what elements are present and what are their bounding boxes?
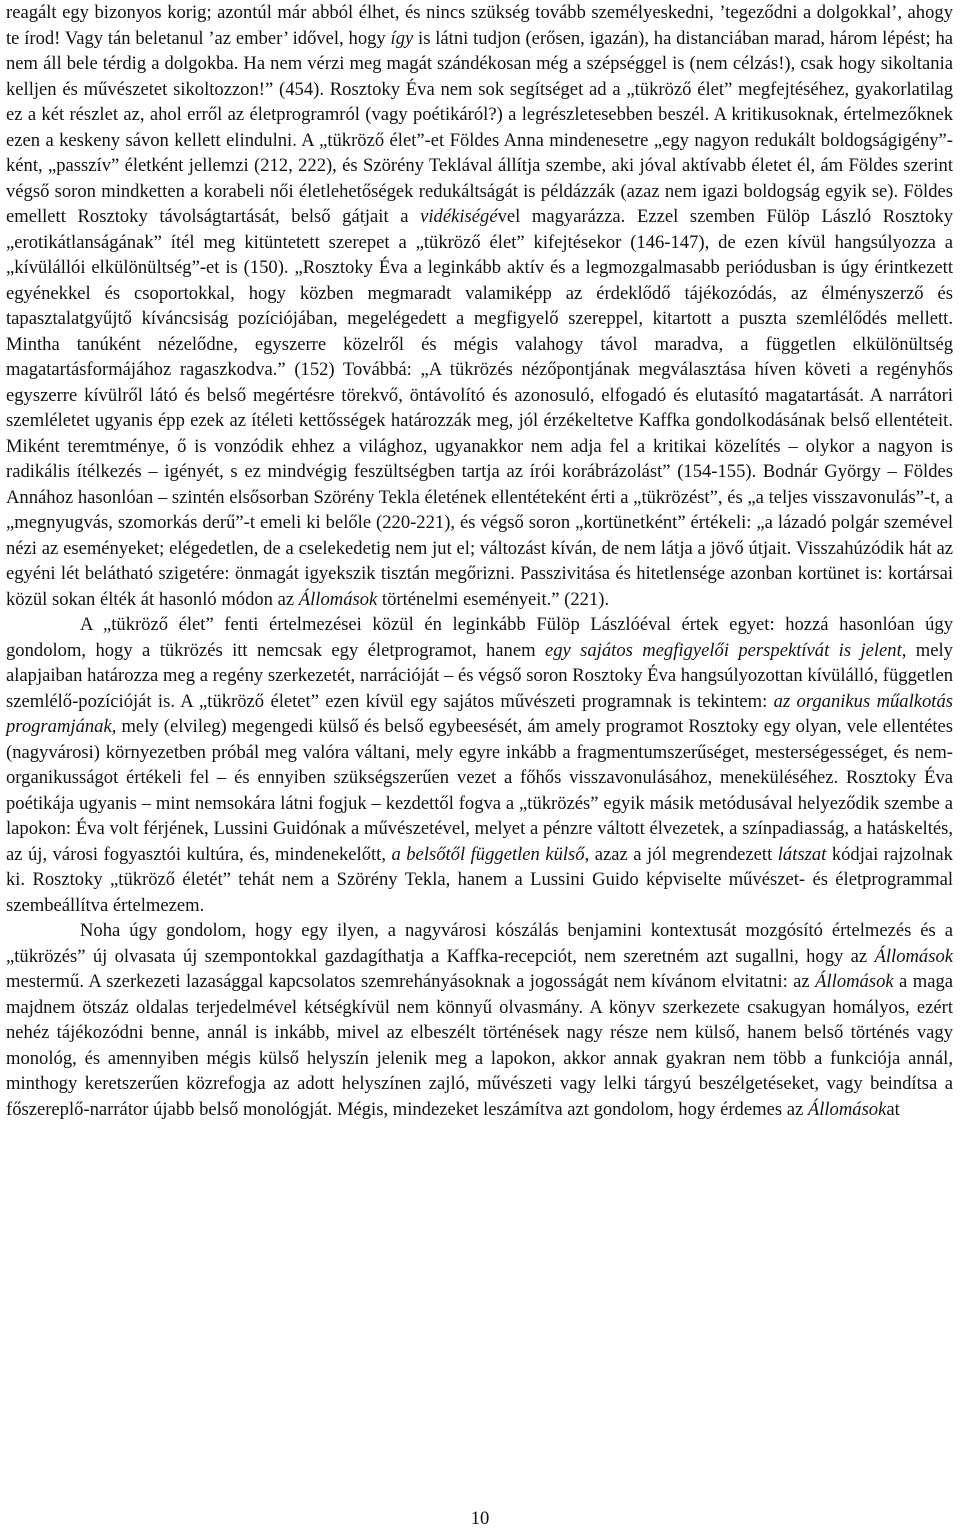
text-run: történelmi eseményeit.” (221).: [377, 588, 610, 610]
document-page: [6, 0, 953, 1122]
italic-text: a belsőtől független külső: [391, 843, 585, 865]
italic-text: látszat: [777, 843, 827, 865]
italic-text: Állomások: [815, 971, 894, 992]
text-run: a maga majdnem ötszáz oldalas terjedelmével kétségkívül nem könnyű olvasmány. A könyv szerkezete csakugyan homályos, ezért nehéz tájékozódni benne, annál is inkább, mivel az elbeszélt történések nagy része nem külső, hanem belső történés vagy monológ, és amennyiben mégis külső helyszín jelenik meg a lapokon, akkor annak gyakran nem több a funkciója annál, minthogy keretszerűen közrefogja az adott helyszínen zajló, művészeti vagy lelki tárgyú beszélgetéseket, vagy beindítsa a főszereplő-narrátor újabb belső monológját. Mégis, mindezeket leszámítva azt gondolom, hogy érdemes az: [6, 971, 953, 1120]
text-run: mestermű. A szerkezeti lazasággal kapcsolatos szemrehányásoknak a jogosságát nem kívánom elvitatni: az: [6, 971, 816, 992]
italic-text: az organikus műalkotás programjának: [6, 690, 954, 737]
text-run: is látni tudjon (erősen, igazán), ha distanciában marad, három lépést; ha nem áll bele térdig a dolgokba. Ha nem vérzi meg magát szándékosan még a szépséggel is (nem célzás!), csak hogy sikoltania kelljen és művészetet sikoltozzon!” (454). Rosztoky Éva nem sok segítséget ad a „tükröző élet” megfejtéséhez, gyakorlatilag ez a két részlet az, ahol erről az életprogramról (vagy poétikáról?) a legrészletesebben beszél. A kritikusoknak, értelmezőknek ezen a keskeny sávon kellett elindulni. A „tükröző élet”-et Földes Anna mindenesetre „egy nagyon redukált boldogságigény”-ként, „passzív” életként jellemzi (212, 222), és Szörény Teklával állítja szembe, aki jóval aktívabb életet él, ám Földes szerint végső soron mindketten a korabeli női életlehetőségek redukáltságát is példázzák (azaz nem igazi boldogság egyik se). Földes emellett Rosztoky távolságtartását, belső gátjait a: [6, 27, 953, 227]
paragraph: [6, 0, 953, 612]
italic-text: Állomások: [298, 588, 378, 610]
text-run: , mely (elvileg) megengedi külső és belső egybeesését, ám amely programot Rosztoky egy olyan, vele ellentétes (nagyvárosi) környezetben próbál meg valóra váltani, mely egyre inkább a fragmentumszerűséget, mesterségességet, és nem-organikusságot értékeli fel – és ennyiben szükségszerűen vezet a főhős visszavonulásához, meneküléséhez. Rosztoky Éva poétikája ugyanis – mint nemsokára látni fogjuk – kezdettől fogva a „tükrözés” egyik másik metódusával helyeződik szembe a lapokon: Éva volt férjének, Lussini Guidónak a művészetével, melyet a pénzre váltott élvezetek, a színpadiasság, a hatáskeltés, az új, városi fogyasztói kultúra, és, mindenekelőtt,: [6, 716, 953, 865]
text-run: kódjai rajzolnak ki. Rosztoky „tükröző életét” tehát nem a Szörény Tekla, hanem a Lussini Guido képviselte művészet- és életprogrammal szembeállítva értelmezem.: [6, 843, 953, 916]
italic-text: vidékiségé: [420, 206, 498, 227]
text-run: A „tükröző élet” fenti értelmezései közül én leginkább Fülöp Lászlóéval értek egyet: hozzá hasonlóan úgy gondolom, hogy a tükrözés itt nemcsak egy életprogramot, hanem: [6, 614, 953, 661]
paragraph: [6, 918, 953, 1122]
text-run: , mely alapjaiban határozza meg a regény szerkezetét, narrációját – és végső soron Rosztoky Éva hangsúlyozottan kívülálló, független szemlélő-pozícióját is. A „tükröző életet” ezen kívül egy sajátos művészeti programnak is tekintem:: [6, 639, 953, 712]
italic-text: így: [390, 27, 414, 49]
text-run: vel magyarázza. Ezzel szemben Fülöp László Rosztoky „erotikátlanságának” ítél meg kitüntetett szerepet a „tükröző élet” kifejtésekor (146-147), de ezen kívül hangsúlyozza a „kívülállói elkülönültség”-et is (150). „Rosztoky Éva a leginkább aktív és a legmozgalmasabb periódusban is úgy érintkezett egyénekkel és csoportokkal, hogy közben megmaradt valamiképp az érdeklődő tájékozódás, az élményszerző és tapasztalatgyűjtő kíváncsiság pozíciójában, megelégedett a megfigyelő szereppel, kitartott a puszta szemlélődés mellett. Mintha tanúként nézelődne, egyszerre közelről és mégis valahogy távol maradva, a független elkülönültség magatartásformájához ragaszkodva.” (152) Továbbá: „A tükrözés nézőpontjának megválasztása híven követi a regényhős egyszerre kívülről látó és belső megértésre törekvő, öntávolító és azonosuló, elfogadó és elutasító magatartását. A narrátori szemléletet ugyanis épp ezek az ítéleti kettősségek határozzák meg, jól érzékeltetve Kaffka gondolkodásának belső ellentéteit. Miként teremtménye, ő is vonzódik ehhez a világhoz, ugyanakkor nem adja fel a kritikai közelítés – olykor a nagyon is radikális ítélkezés – igényét, s ez mindvégig feszültségben tartja az írói korábrázolást” (154-155). Bodnár György – Földes Annához hasonlóan – szintén elsősorban Szörény Tekla életének ellentéteként érti a „tükrözést”, és „a teljes visszavonulás”-t, a „megnyugvás, szomorkás derű”-t emeli ki belőle (220-221), és végső soron „kortünetként” értékeli: „a lázadó polgár szemével nézi az eseményeket; elégedetlen, de a cselekedetig nem jut el; változást kíván, de nem látja a jövő útjait. Visszahúzódik hát az egyéni lét belátható szigetére: önmagát igyekszik tisztán megőrizni. Passzivitása és hitetlensége azonban kortünet is: kortársai közül sokan élték át hasonló módon az: [6, 206, 953, 610]
page-number: 10: [470, 1508, 490, 1529]
italic-text: Állomások: [874, 945, 953, 967]
italic-text: Állomások: [807, 1098, 887, 1120]
text-run: reagált egy bizonyos korig; azontúl már abból élhet, és nincs szükség tovább személyeskedni, ’tegeződni a dolgokkal’, ahogy te írod! Vagy tán beletanul ’az ember’ idővel, hogy: [6, 2, 953, 49]
text-run: Noha úgy gondolom, hogy egy ilyen, a nagyvárosi kószálás benjamini kontextusát mozgósító értelmezés és a „tükrözés” új olvasata új szempontokkal gazdagíthatja a Kaffka-recepciót, nem szeretném azt sugallni, hogy az: [6, 920, 953, 967]
text-run: , azaz a jól megrendezett: [584, 843, 778, 865]
paragraph: [6, 612, 953, 918]
italic-text: egy sajátos megfigyelői perspektívát is jelent: [544, 639, 902, 661]
text-run: at: [886, 1098, 900, 1120]
